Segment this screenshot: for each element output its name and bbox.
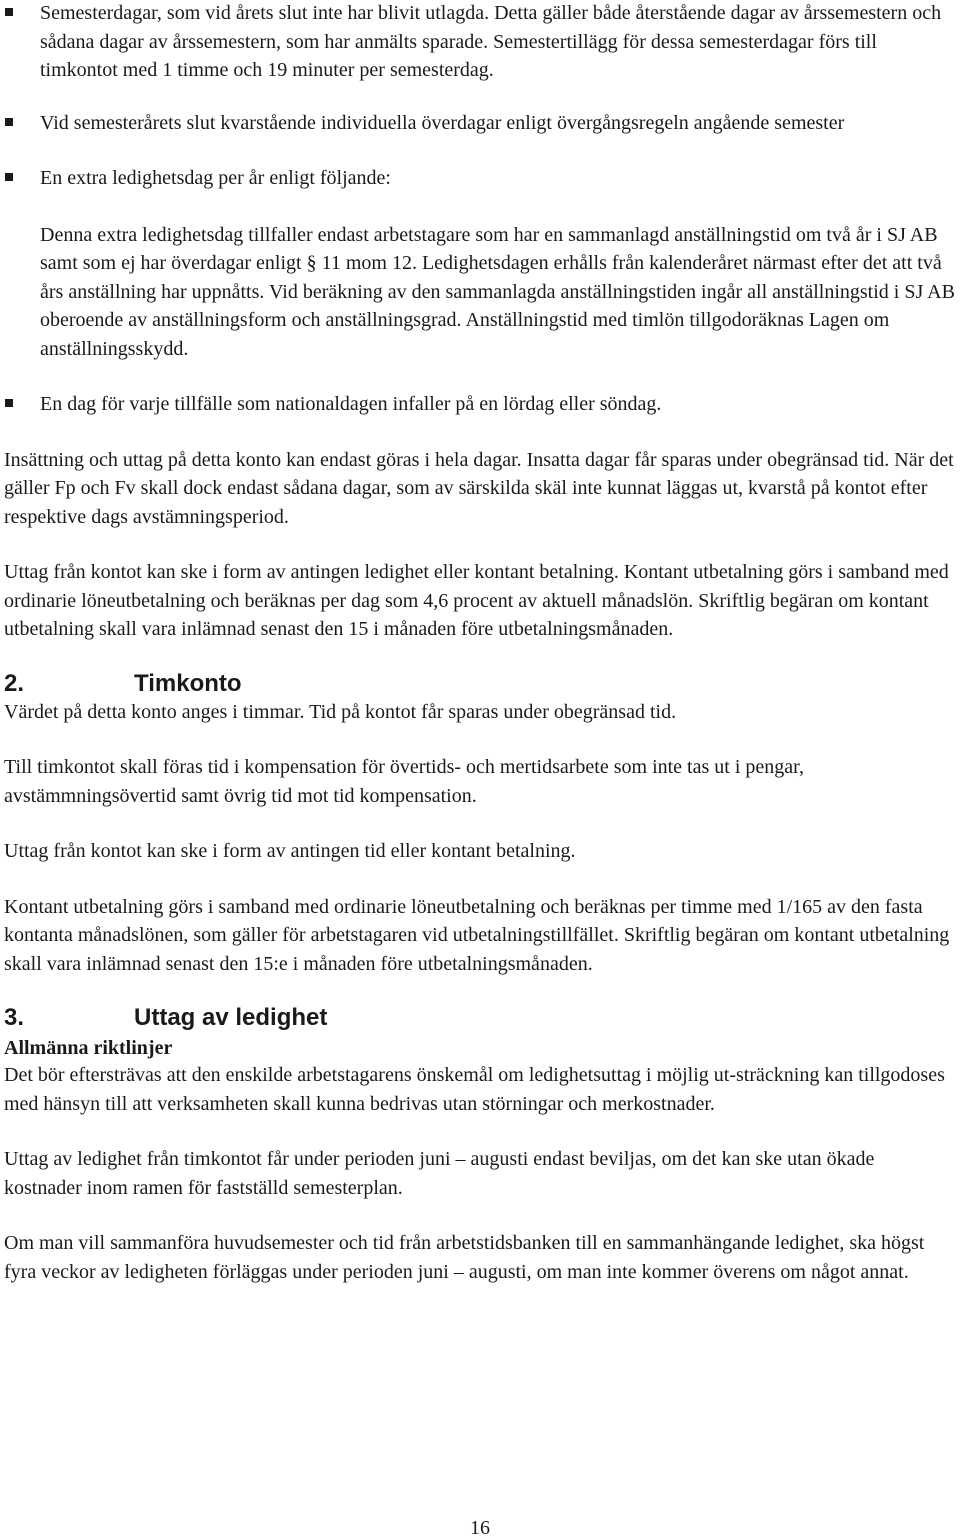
paragraph: Till timkontot skall föras tid i kompensation för övertids- och mertidsarbete som inte tas ut i pengar, avstämmningsövertid samt övrig tid mot tid kompensation. — [4, 756, 804, 807]
page-number: 16 — [470, 1517, 490, 1539]
paragraph: Uttag från kontot kan ske i form av antingen ledighet eller kontant betalning. Kontant utbetalning görs i samband med ordinarie löneutbetalning och beräknas per dag som 4,6 procent av aktuell månadslön. Skriftlig begäran om kontant utbetalning skall vara inlämnad senast den 15 i månaden före utbetalningsmånaden. — [4, 561, 949, 640]
paragraph: Det bör eftersträvas att den enskilde arbetstagarens önskemål om ledighetsuttag i möjlig ut-sträckning kan tillgodoses med hänsyn till att verksamheten skall kunna bedrivas utan störningar och merkostnader. — [4, 1064, 945, 1115]
section-number: 2. — [4, 669, 25, 697]
subheading: Allmänna riktlinjer — [4, 1037, 173, 1059]
section-title: Uttag av ledighet — [134, 1004, 328, 1031]
paragraph: Kontant utbetalning görs i samband med ordinarie löneutbetalning och beräknas per timme med 1/165 av den fasta kontanta månadslönen, som gäller för arbetstagaren vid utbetalningstillfället. Skriftlig begäran om kontant utbetalning skall vara inlämnad senast den 15:e i månaden före utbetalningsmånaden. — [4, 895, 950, 975]
section-heading — [4, 1003, 956, 1033]
square-bullet-icon — [5, 399, 13, 407]
square-bullet-icon — [5, 118, 13, 126]
document-page — [4, 0, 956, 1286]
square-bullet-icon — [5, 8, 13, 16]
bullet-item — [4, 164, 956, 193]
paragraph: Insättning och uttag på detta konto kan endast göras i hela dagar. Insatta dagar får sparas under obegränsad tid. När det gäller Fp och Fv skall dock endast sådana dagar, som av särskilda skäl inte kunnat läggas ut, kvarstå på kontot efter respektive dags avstämningsperiod. — [4, 448, 954, 528]
bullet-item — [4, 109, 956, 138]
bullet-text: En extra ledighetsdag per år enligt följande: — [40, 167, 391, 189]
paragraph: Värdet på detta konto anges i timmar. Tid på kontot får sparas under obegränsad tid. — [4, 700, 677, 723]
bullet-text: Semesterdagar, som vid årets slut inte har blivit utlagda. Detta gäller både återstående dagar av årssemestern och sådana dagar av årssemestern, som har anmälts sparade. Semestertillägg för dessa semesterdagar förs till timkontot med 1 timme och 19 minuter per semesterdag. — [40, 2, 942, 81]
square-bullet-icon — [5, 173, 13, 181]
bullet-item — [4, 390, 956, 419]
bullet-text: Vid semesterårets slut kvarstående individuella överdagar enligt övergångsregeln angående semester — [40, 111, 845, 134]
paragraph: Uttag från kontot kan ske i form av antingen tid eller kontant betalning. — [4, 840, 576, 862]
extra-day-paragraph: Denna extra ledighetsdag tillfaller endast arbetstagare som har en sammanlagd anställningstid om två år i SJ AB samt som ej har överdagar enligt § 11 mom 12. Ledighetsdagen erhålls från kalenderåret närmast efter det att två års anställning har uppnåtts. Vid beräkning av den sammanlagda anställningstiden ingår all anställningstid i SJ AB oberoende av anställningsform och anställningsgrad. Anställningstid med timlön tillgodoräknas Lagen om anställningsskydd. — [40, 223, 955, 360]
paragraph: Uttag av ledighet från timkontot får under perioden juni – augusti endast beviljas, om det kan ske utan ökade kostnader inom ramen för fastställd semesterplan. — [4, 1148, 875, 1199]
section-heading — [4, 669, 956, 699]
bullet-text: En dag för varje tillfälle som nationaldagen infaller på en lördag eller söndag. — [40, 393, 662, 415]
section-number: 3. — [4, 1004, 25, 1031]
indented-paragraph — [4, 221, 956, 364]
section-title: Timkonto — [134, 669, 242, 697]
bullet-item — [4, 0, 956, 85]
paragraph: Om man vill sammanföra huvudsemester och tid från arbetstidsbanken till en sammanhängande ledighet, ska högst fyra veckor av ledigheten förläggas under perioden juni – augusti, om man inte kommer överens om något annat. — [4, 1232, 925, 1283]
